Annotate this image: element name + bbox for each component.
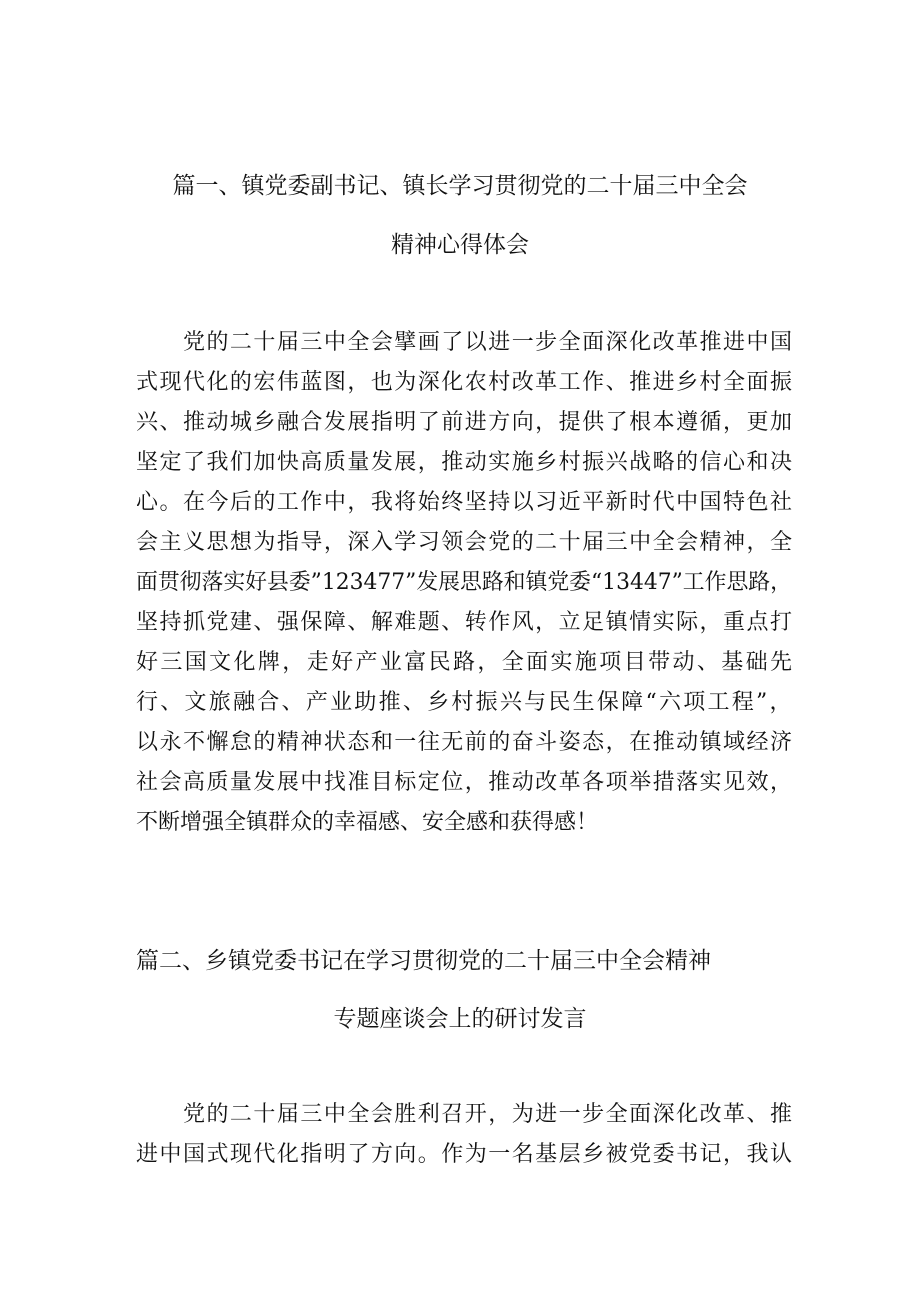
body-line: 党的二十届三中全会擘画了以进一步全面深化改革推进中国 [136, 330, 794, 355]
body-line: 以永不懈怠的精神状态和一往无前的奋斗姿态，在推动镇域经济 [136, 730, 794, 755]
body-line: 好三国文化牌，走好产业富民路，全面实施项目带动、基础先 [136, 650, 795, 675]
body-line: 进中国式现代化指明了方向。作为一名基层乡被党委书记，我认 [136, 1142, 794, 1167]
body-line: 行、文旅融合、产业助推、乡村振兴与民生保障“六项工程”， [136, 690, 794, 715]
body-line: 心。在今后的工作中，我将始终坚持以习近平新时代中国特色社 [136, 490, 794, 515]
section1-body [136, 323, 795, 843]
body-line: 坚持抓党建、强保障、解难题、转作风，立足镇情实际，重点打 [136, 610, 794, 635]
body-line: 面贯彻落实好县委”123477”发展思路和镇党委“13447”工作思路， [136, 570, 792, 595]
body-line: 党的二十届三中全会胜利召开，为进一步全面深化改革、推 [136, 1102, 794, 1127]
section2-title-line1: 篇二、乡镇党委书记在学习贯彻党的二十届三中全会精神 [136, 948, 711, 974]
section2-body [136, 1095, 792, 1175]
body-line: 兴、推动城乡融合发展指明了前进方向，提供了根本遵循，更加 [136, 410, 794, 435]
body-line: 会主义思想为指导，深入学习领会党的二十届三中全会精神，全 [136, 530, 794, 555]
body-line: 社会高质量发展中找准目标定位，推动改革各项举措落实见效， [136, 770, 794, 795]
section1-title-line2: 精神心得体会 [391, 232, 529, 258]
section1-title-line1: 篇一、镇党委副书记、镇长学习贯彻党的二十届三中全会 [172, 173, 748, 199]
body-line: 坚定了我们加快高质量发展，推动实施乡村振兴战略的信心和决 [136, 450, 794, 475]
section2-title-line2: 专题座谈会上的研讨发言 [333, 1006, 587, 1032]
body-line: 不断增强全镇群众的幸福感、安全感和获得感！ [136, 810, 599, 835]
body-line: 式现代化的宏伟蓝图，也为深化农村改革工作、推进乡村全面振 [136, 370, 794, 395]
